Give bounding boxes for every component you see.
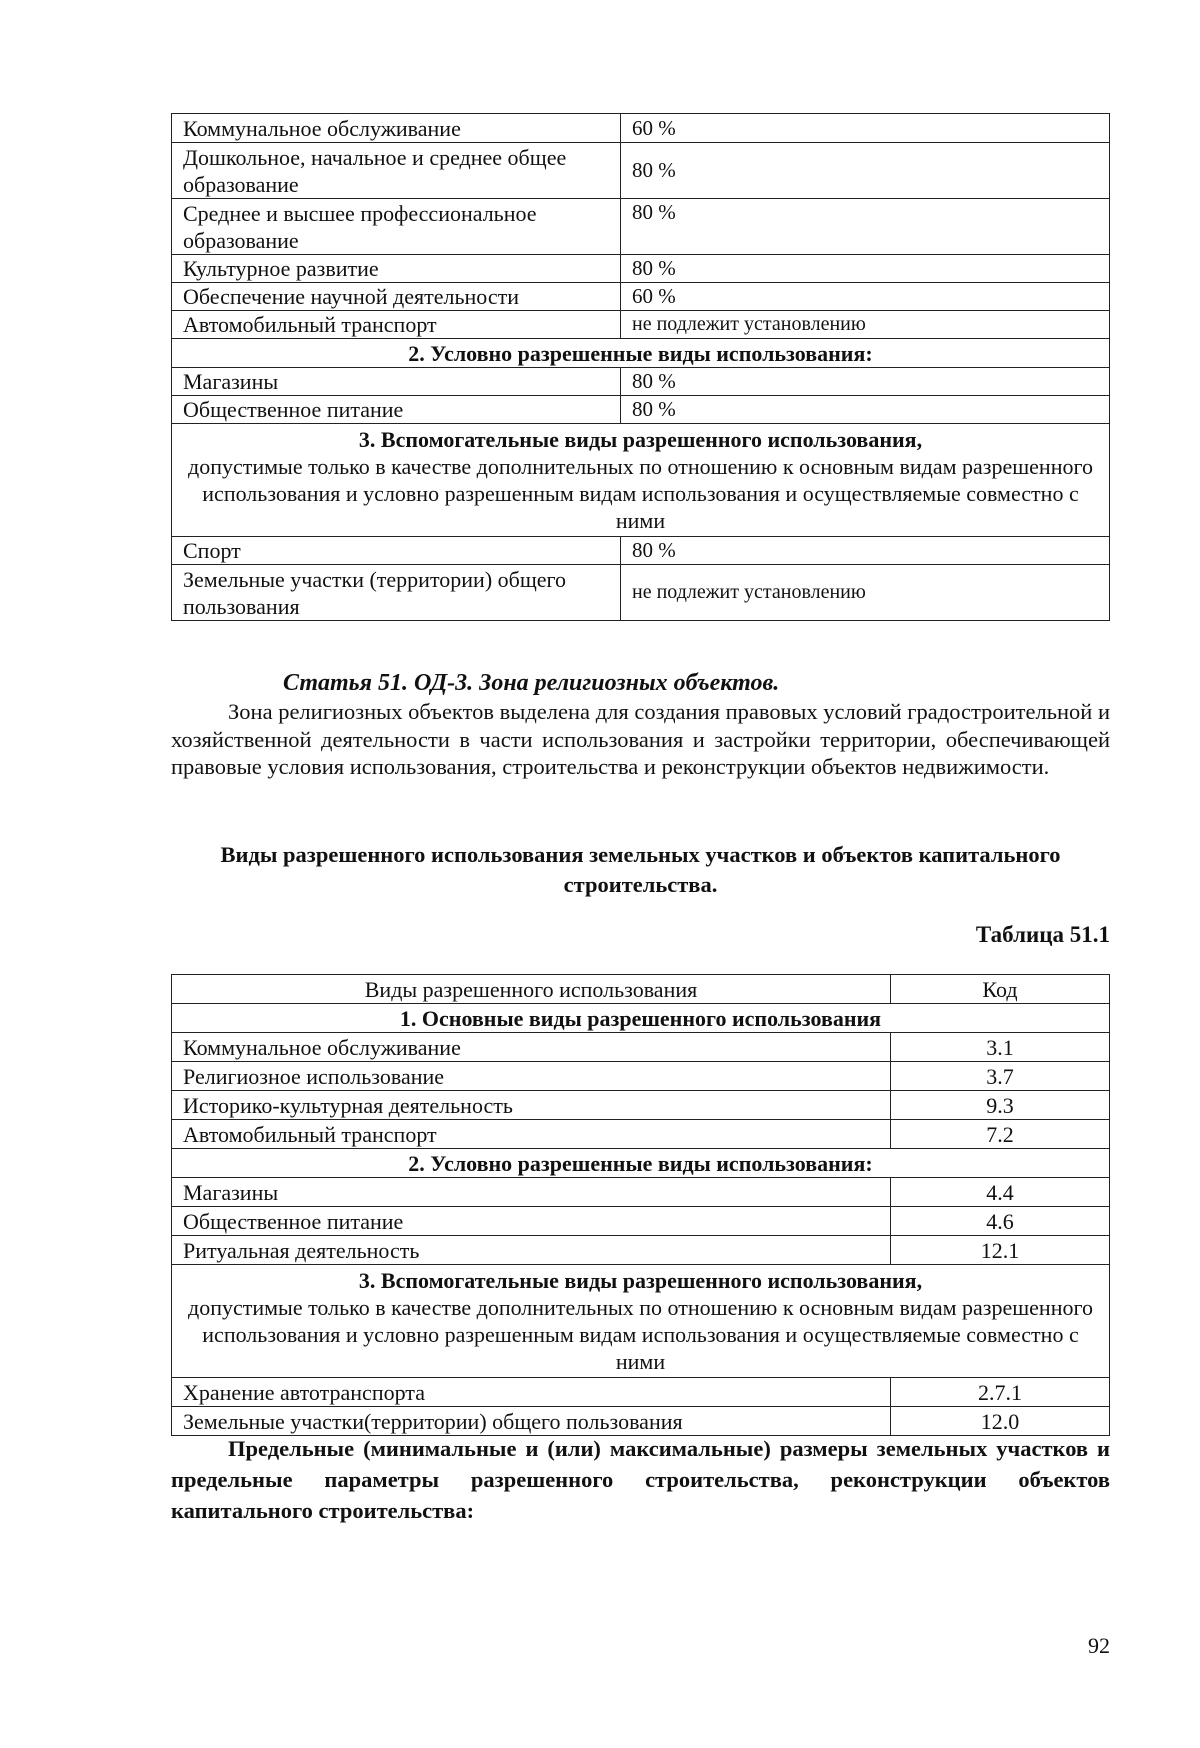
section-title: 3. Вспомогательные виды разрешенного использования, <box>358 427 923 452</box>
table-row <box>172 311 1110 339</box>
use-name: Хранение автотранспорта <box>172 1378 891 1407</box>
coverage-value: 80 % <box>621 199 1110 255</box>
table-row <box>172 283 1110 311</box>
land-use-codes-table <box>171 974 1110 1436</box>
column-header-name: Виды разрешенного использования <box>172 975 891 1004</box>
use-code: 2.7.1 <box>891 1378 1110 1407</box>
coverage-value: не подлежит установлению <box>621 311 1110 339</box>
table-row <box>172 143 1110 199</box>
coverage-value: не подлежит установлению <box>621 565 1110 621</box>
table-row <box>172 1120 1110 1149</box>
use-name: Ритуальная деятельность <box>172 1236 891 1265</box>
table-row <box>172 1378 1110 1407</box>
use-name: Автомобильный транспорт <box>172 1120 891 1149</box>
coverage-value: 80 % <box>621 396 1110 424</box>
use-code: 3.1 <box>891 1033 1110 1062</box>
use-name: Магазины <box>172 368 621 396</box>
use-name: Среднее и высшее профессиональное образование <box>172 199 621 255</box>
section-header-row <box>172 424 1110 537</box>
use-name: Общественное питание <box>172 1207 891 1236</box>
use-name: Земельные участки(территории) общего пользования <box>172 1407 891 1436</box>
table-row <box>172 1091 1110 1120</box>
table-row <box>172 368 1110 396</box>
table-row <box>172 396 1110 424</box>
section-cell <box>172 1265 1110 1378</box>
use-code: 12.0 <box>891 1407 1110 1436</box>
section-header-row <box>172 1004 1110 1033</box>
use-name: Магазины <box>172 1178 891 1207</box>
use-name: Автомобильный транспорт <box>172 311 621 339</box>
use-name: Коммунальное обслуживание <box>172 1033 891 1062</box>
article-title: Статья 51. ОД-3. Зона религиозных объектов. <box>283 670 780 696</box>
land-use-coverage-table <box>171 113 1110 621</box>
column-header-code: Код <box>891 975 1110 1004</box>
table-header-row <box>172 975 1110 1004</box>
use-name: Историко-культурная деятельность <box>172 1091 891 1120</box>
use-name: Спорт <box>172 537 621 565</box>
table-row <box>172 255 1110 283</box>
section-header-row <box>172 339 1110 368</box>
coverage-value: 80 % <box>621 537 1110 565</box>
table-row <box>172 199 1110 255</box>
use-code: 7.2 <box>891 1120 1110 1149</box>
section-heading: Виды разрешенного использования земельных участков и объектов капитального строительства. <box>220 842 1061 897</box>
use-name: Дошкольное, начальное и среднее общее образование <box>172 143 621 199</box>
table-row <box>172 1062 1110 1091</box>
table-row <box>172 537 1110 565</box>
article-paragraph <box>171 698 1110 781</box>
section-note: допустимые только в качестве дополнительных по отношению к основным видам разрешенного использования и условно разрешенным видам использования и осуществляемые совместно с ними <box>188 454 1093 533</box>
table-row <box>172 1033 1110 1062</box>
use-name: Религиозное использование <box>172 1062 891 1091</box>
section-note: допустимые только в качестве дополнительных по отношению к основным видам разрешенного использования и условно разрешенным видам использования и осуществляемые совместно с ними <box>188 1295 1093 1374</box>
limits-heading <box>171 1433 1110 1526</box>
table-row <box>172 114 1110 143</box>
coverage-value: 80 % <box>621 368 1110 396</box>
table-row <box>172 565 1110 621</box>
use-code: 3.7 <box>891 1062 1110 1091</box>
page-number: 92 <box>1088 1633 1110 1658</box>
section-header-row <box>172 1265 1110 1378</box>
use-code: 4.4 <box>891 1178 1110 1207</box>
use-name: Обеспечение научной деятельности <box>172 283 621 311</box>
coverage-value: 60 % <box>621 114 1110 143</box>
use-code: 4.6 <box>891 1207 1110 1236</box>
table-row <box>172 1407 1110 1436</box>
coverage-value: 60 % <box>621 283 1110 311</box>
section-title: 2. Условно разрешенные виды использования: <box>172 339 1110 368</box>
table-label: Таблица 51.1 <box>975 922 1110 947</box>
use-name: Земельные участки (территории) общего пользования <box>172 565 621 621</box>
use-name: Коммунальное обслуживание <box>172 114 621 143</box>
coverage-value: 80 % <box>621 143 1110 199</box>
limits-heading-text: Предельные (минимальные и (или) максимальные) размеры земельных участков и предельные параметры разрешенного строительства, реконструкции объектов капитального строительства: <box>171 1436 1110 1523</box>
coverage-value: 80 % <box>621 255 1110 283</box>
table-row <box>172 1236 1110 1265</box>
section-title: 1. Основные виды разрешенного использования <box>172 1004 1110 1033</box>
section-header-row <box>172 1149 1110 1178</box>
section-cell <box>172 424 1110 537</box>
section-title: 2. Условно разрешенные виды использования: <box>172 1149 1110 1178</box>
table-row <box>172 1207 1110 1236</box>
use-name: Культурное развитие <box>172 255 621 283</box>
section-title: 3. Вспомогательные виды разрешенного использования, <box>358 1268 923 1293</box>
use-code: 9.3 <box>891 1091 1110 1120</box>
use-name: Общественное питание <box>172 396 621 424</box>
paragraph-text: Зона религиозных объектов выделена для создания правовых условий градостроительной и хозяйственной деятельности в части использования и застройки территории, обеспечивающей правовые условия использования, строительства и реконструкции объектов недвижимости. <box>171 699 1110 779</box>
table-row <box>172 1178 1110 1207</box>
use-code: 12.1 <box>891 1236 1110 1265</box>
